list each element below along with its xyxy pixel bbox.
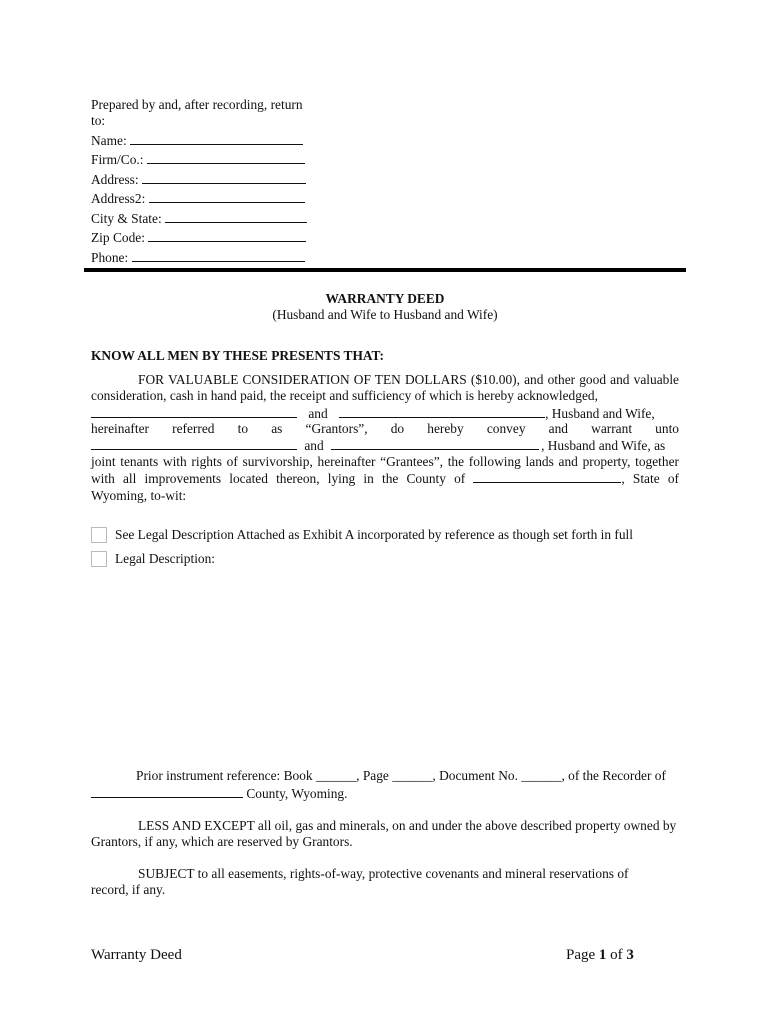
prior-county-text: County, Wyoming.: [246, 786, 348, 801]
document-subtitle: (Husband and Wife to Husband and Wife): [272, 307, 498, 322]
grantor-1-blank[interactable]: [91, 405, 297, 418]
return-name-label: Name:: [91, 133, 127, 148]
grantor-and-label: and: [308, 406, 328, 421]
joint-tenants-text: joint tenants with rights of survivorship, hereinafter “Grantees”, the following lands and property, together with all improvements located thereon, lying in the County of: [91, 454, 679, 487]
return-address2-row: [91, 190, 305, 207]
return-address2-label: Address2:: [91, 191, 146, 206]
prior-instrument-line-2: [91, 785, 347, 802]
page-current: 1: [598, 947, 607, 963]
return-name-blank[interactable]: [130, 132, 303, 145]
prior-county-blank[interactable]: [91, 785, 243, 798]
return-zip-label: Zip Code:: [91, 230, 145, 245]
page-of: of: [610, 947, 623, 963]
return-city-state-label: City & State:: [91, 211, 162, 226]
exhibit-a-option[interactable]: [91, 526, 633, 544]
grantee-1-blank[interactable]: [91, 437, 297, 450]
grantee-and-label: and: [304, 438, 324, 453]
return-firm-label: Firm/Co.:: [91, 152, 144, 167]
return-phone-row: [91, 249, 305, 266]
document-title: WARRANTY DEED: [325, 291, 445, 306]
joint-tenants-paragraph: [91, 454, 679, 504]
return-city-state-blank[interactable]: [165, 210, 307, 223]
return-zip-row: [91, 229, 306, 246]
header-divider: [84, 268, 686, 272]
return-phone-label: Phone:: [91, 250, 129, 265]
subject-to-paragraph: SUBJECT to all easements, rights-of-way, protective covenants and mineral reservations of record, if any.: [91, 866, 629, 898]
grantee-husband-wife-label: , Husband and Wife, as: [541, 438, 666, 453]
return-zip-blank[interactable]: [148, 229, 306, 242]
return-address-blank[interactable]: [142, 171, 306, 184]
prior-instrument-line-1: Prior instrument reference: Book ______, Page ______, Document No. ______, of the Recorder of: [136, 768, 666, 783]
legal-description-option[interactable]: [91, 550, 215, 568]
footer-doc-name: Warranty Deed: [91, 947, 182, 963]
return-city-state-row: [91, 210, 307, 227]
consideration-text: FOR VALUABLE CONSIDERATION OF TEN DOLLARS ($10.00), and other good and valuable consideration, cash in hand paid, the receipt and sufficiency of which is hereby acknowledged,: [91, 372, 679, 404]
legal-description-checkbox[interactable]: [91, 551, 107, 567]
know-all-men-heading: KNOW ALL MEN BY THESE PRESENTS THAT:: [91, 348, 384, 363]
return-phone-blank[interactable]: [132, 249, 305, 262]
return-address-label: Address:: [91, 172, 139, 187]
grantor-husband-wife-label: , Husband and Wife,: [545, 406, 655, 421]
legal-description-label: Legal Description:: [115, 551, 216, 566]
return-firm-blank[interactable]: [147, 151, 305, 164]
return-name-row: [91, 132, 303, 149]
state-text: , State of Wyoming, to-wit:: [91, 471, 679, 503]
return-address2-blank[interactable]: [149, 190, 305, 203]
grantor-2-blank[interactable]: [339, 405, 545, 418]
county-blank[interactable]: [473, 470, 621, 483]
prepared-by-label: Prepared by and, after recording, return to:: [91, 97, 303, 128]
exhibit-a-checkbox[interactable]: [91, 527, 107, 543]
grantors-line: hereinafter referred to as “Grantors”, do hereby convey and warrant unto: [91, 421, 679, 436]
grantee-2-blank[interactable]: [331, 437, 539, 450]
less-and-except-paragraph: LESS AND EXCEPT all oil, gas and minerals, on and under the above described property owned by Grantors, if any, which are reserved by Grantors.: [91, 818, 677, 850]
return-firm-row: [91, 151, 305, 168]
return-address-row: [91, 171, 306, 188]
page-prefix: Page: [566, 947, 596, 963]
page-total: 3: [626, 947, 634, 963]
exhibit-a-label: See Legal Description Attached as Exhibit A incorporated by reference as though set forth in full: [115, 527, 633, 542]
grantee-names-line: [91, 437, 679, 453]
grantor-names-line: [91, 405, 679, 421]
footer-page-number: [566, 947, 634, 964]
consideration-paragraph: [91, 372, 679, 405]
